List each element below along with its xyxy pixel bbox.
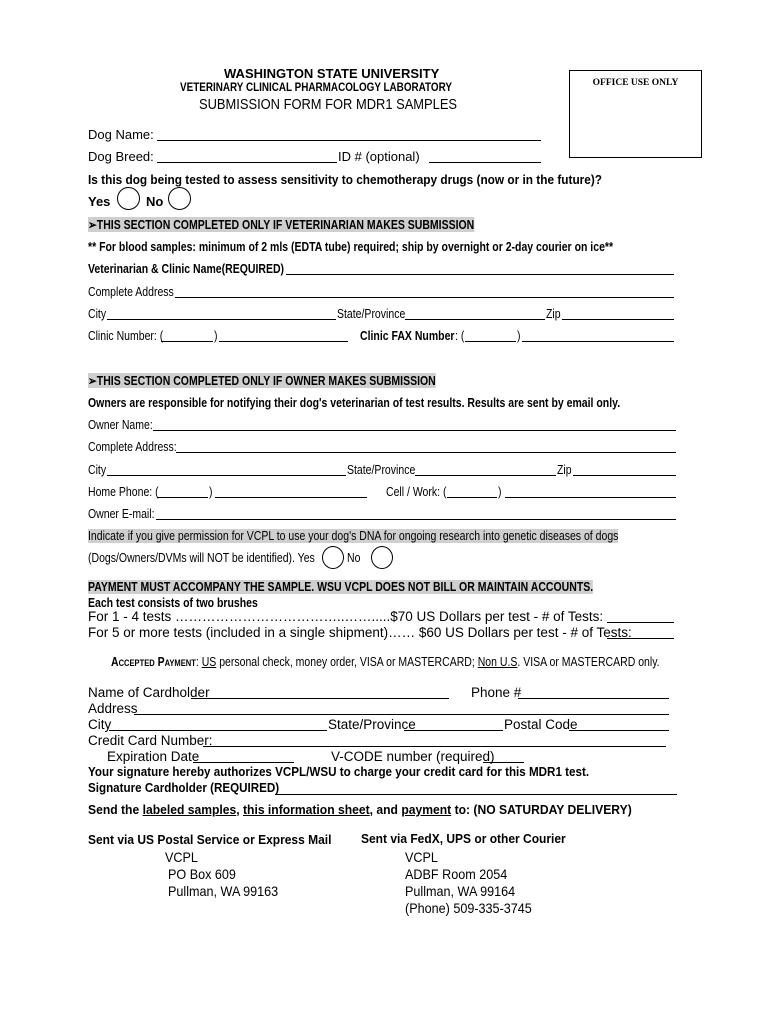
information-sheet: this information sheet [243, 803, 370, 817]
home-phone-paren-close: ) [209, 485, 213, 499]
owner-city-label: City [88, 463, 107, 477]
card-state-field[interactable] [404, 730, 503, 731]
clinic-number-label: Clinic Number: ( [88, 329, 164, 343]
vcode-field[interactable] [483, 762, 524, 763]
signature-field[interactable] [275, 794, 677, 795]
tier-1-tests-field[interactable] [607, 622, 674, 623]
accepted-payment-label: Accepted Payment [111, 655, 196, 669]
vet-state-label: State/Province [337, 307, 406, 321]
dog-id-field[interactable] [429, 162, 541, 163]
owner-section-heading: ➢THIS SECTION COMPLETED ONLY IF OWNER MAKES SUBMISSION [88, 374, 436, 388]
dna-anonymity-text: (Dogs/Owners/DVMs will NOT be identified). Yes [88, 551, 315, 565]
cardholder-phone-label: Phone # [471, 685, 522, 700]
owner-state-label: State/Province [347, 463, 416, 477]
dna-yes-circle[interactable] [322, 546, 344, 569]
form-title: SUBMISSION FORM FOR MDR1 SAMPLES [199, 96, 458, 113]
card-address-label: Address [88, 701, 138, 716]
expiration-field[interactable] [193, 762, 294, 763]
dna-no-circle[interactable] [371, 546, 393, 569]
usps-line-2: PO Box 609 [168, 866, 236, 882]
chemo-question: Is this dog being tested to assess sensitivity to chemotherapy drugs (now or in the future)? [88, 172, 603, 187]
send-prefix: Send the [88, 803, 143, 817]
owner-email-label: Owner E-mail: [88, 507, 155, 521]
clinic-fax-area-code-field[interactable] [465, 341, 516, 342]
price-tier-2: For 5 or more tests (included in a single shipment)…… $60 US Dollars per test - # of Tests: [88, 625, 632, 640]
courier-line-2: ADBF Room 2054 [405, 866, 508, 882]
owner-address-field[interactable] [176, 452, 676, 453]
owner-name-field[interactable] [153, 430, 676, 431]
card-address-field[interactable] [134, 714, 669, 715]
card-city-field[interactable] [109, 730, 327, 731]
office-use-label: OFFICE USE ONLY [592, 78, 679, 88]
dna-no-label: No [347, 551, 361, 565]
university-name: WASHINGTON STATE UNIVERSITY [224, 66, 440, 81]
owner-city-field[interactable] [107, 475, 346, 476]
owner-address-label: Complete Address: [88, 440, 177, 454]
courier-line-3: Pullman, WA 99164 [405, 883, 516, 899]
vet-zip-field[interactable] [562, 319, 674, 320]
vet-clinic-name-label: Veterinarian & Clinic Name(REQUIRED) [88, 262, 285, 276]
dog-breed-label: Dog Breed: [88, 149, 154, 164]
dna-permission-text: Indicate if you give permission for VCPL to use your dog's DNA for ongoing research into genetic diseases of dogs [88, 529, 619, 543]
owner-state-field[interactable] [415, 475, 556, 476]
accepted-end: . VISA or MASTERCARD only. [517, 655, 660, 669]
send-suffix: to: (NO SATURDAY DELIVERY) [451, 803, 632, 817]
clinic-area-code-field[interactable] [161, 341, 213, 342]
owner-zip-field[interactable] [573, 475, 676, 476]
vet-city-label: City [88, 307, 107, 321]
card-state-label: State/Province [328, 717, 416, 732]
send-and: , and [369, 803, 402, 817]
send-comma: , [236, 803, 244, 817]
lab-name: VETERINARY CLINICAL PHARMACOLOGY LABORATORY [180, 82, 453, 94]
cell-work-field[interactable] [505, 497, 676, 498]
owner-email-field[interactable] [156, 519, 676, 520]
card-number-field[interactable] [203, 746, 666, 747]
usps-line-1: VCPL [165, 849, 198, 865]
tier-2-tests-field[interactable] [607, 638, 674, 639]
vcode-label: V-CODE number (required) [331, 749, 495, 764]
usps-line-3: Pullman, WA 99163 [168, 883, 279, 899]
payment-heading: PAYMENT MUST ACCOMPANY THE SAMPLE. WSU VCPL DOES NOT BILL OR MAINTAIN ACCOUNTS. [88, 580, 594, 594]
accepted-non-us: Non U.S [477, 655, 518, 669]
cardholder-name-field[interactable] [191, 698, 449, 699]
card-postal-field[interactable] [569, 730, 669, 731]
cell-work-label: Cell / Work: ( [386, 485, 447, 499]
cell-area-code-field[interactable] [447, 497, 497, 498]
chemo-yes-circle[interactable] [117, 187, 140, 210]
chemo-yes-label: Yes [88, 194, 111, 209]
usps-heading: Sent via US Postal Service or Express Mail [88, 833, 332, 847]
expiration-label: Expiration Date [107, 749, 200, 764]
vet-city-field[interactable] [107, 319, 336, 320]
card-number-label: Credit Card Number: [88, 733, 213, 748]
courier-line-4: (Phone) 509-335-3745 [405, 900, 532, 916]
dog-breed-field[interactable] [157, 162, 337, 163]
brushes-note: Each test consists of two brushes [88, 596, 258, 610]
accepted-mid: personal check, money order, VISA or MASTERCARD; [216, 655, 478, 669]
dog-id-label: ID # (optional) [338, 149, 420, 164]
home-phone-field[interactable] [215, 497, 367, 498]
send-instructions [88, 803, 632, 817]
accepted-us: US [201, 655, 217, 669]
clinic-paren-close: ) [214, 329, 218, 343]
chemo-no-label: No [146, 194, 164, 209]
authorization-statement: Your signature hereby authorizes VCPL/WSU to charge your credit card for this MDR1 test. [88, 765, 590, 779]
dog-name-field[interactable] [157, 140, 541, 141]
card-postal-label: Postal Code [504, 717, 578, 732]
vet-clinic-name-field[interactable] [286, 274, 674, 275]
labeled-samples: labeled samples [142, 803, 237, 817]
card-city-label: City [88, 717, 112, 732]
blood-sample-note: ** For blood samples: minimum of 2 mls (EDTA tube) required; ship by overnight or 2-day courier on ice** [88, 240, 614, 254]
accepted-payment-line: Accepted Payment: US personal check, money order, VISA or MASTERCARD; Non U.S. VISA or MASTERCARD only. [111, 655, 660, 669]
owner-zip-label: Zip [557, 463, 572, 477]
cell-paren-close: ) [498, 485, 502, 499]
clinic-fax-colon: : ( [455, 329, 465, 343]
vet-address-field[interactable] [175, 297, 674, 298]
vet-address-label: Complete Address [88, 285, 174, 299]
cardholder-phone-field[interactable] [518, 698, 669, 699]
vet-zip-label: Zip [546, 307, 561, 321]
chemo-no-circle[interactable] [168, 187, 191, 210]
cardholder-name-label: Name of Cardholder [88, 685, 210, 700]
home-phone-label: Home Phone: ( [88, 485, 159, 499]
clinic-fax-label: Clinic FAX Number [360, 329, 455, 343]
courier-heading: Sent via FedX, UPS or other Courier [361, 832, 566, 846]
courier-line-1: VCPL [405, 849, 438, 865]
owner-responsibility-note: Owners are responsible for notifying their dog's veterinarian of test results. Results are sent by email only. [88, 396, 621, 410]
signature-label: Signature Cardholder (REQUIRED) [88, 781, 280, 795]
price-tier-1: For 1 - 4 tests ………………………………..…….....$70 US Dollars per test - # of Tests: [88, 609, 604, 624]
vet-state-field[interactable] [405, 319, 545, 320]
office-use-box [569, 70, 702, 158]
clinic-fax-field[interactable] [522, 341, 674, 342]
vet-section-heading: ➢THIS SECTION COMPLETED ONLY IF VETERINARIAN MAKES SUBMISSION [88, 218, 475, 232]
dog-name-label: Dog Name: [88, 127, 154, 142]
clinic-number-field[interactable] [219, 341, 348, 342]
home-phone-area-code-field[interactable] [157, 497, 208, 498]
payment-word: payment [401, 803, 452, 817]
clinic-fax-paren-close: ) [517, 329, 521, 343]
owner-name-label: Owner Name: [88, 418, 153, 432]
